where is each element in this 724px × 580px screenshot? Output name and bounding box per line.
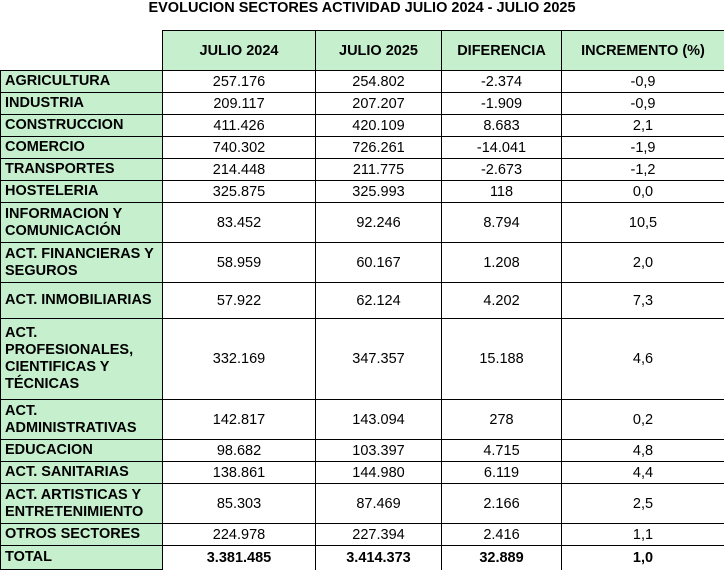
value-diferencia: 15.188 <box>442 319 562 400</box>
value-2024: 257.176 <box>163 71 316 93</box>
value-incremento: 4,8 <box>562 440 724 462</box>
value-diferencia: 8.683 <box>442 115 562 137</box>
header-blank-cell <box>1 31 163 71</box>
value-diferencia: 4.202 <box>442 283 562 319</box>
table-row <box>1 283 724 319</box>
sector-label: ACT. PROFESIONALES, CIENTIFICAS Y TÉCNICAS <box>1 319 163 400</box>
table-row <box>1 524 724 546</box>
value-incremento: 10,5 <box>562 203 724 243</box>
value-2024: 85.303 <box>163 484 316 524</box>
value-diferencia: 278 <box>442 400 562 440</box>
value-2024: 83.452 <box>163 203 316 243</box>
header-incremento: INCREMENTO (%) <box>562 31 724 71</box>
table-row <box>1 137 724 159</box>
table-row <box>1 400 724 440</box>
value-2024: 740.302 <box>163 137 316 159</box>
value-2024: 325.875 <box>163 181 316 203</box>
value-diferencia: -14.041 <box>442 137 562 159</box>
value-2024: 98.682 <box>163 440 316 462</box>
value-diferencia: 118 <box>442 181 562 203</box>
value-2024: 58.959 <box>163 243 316 283</box>
value-2025: 726.261 <box>316 137 442 159</box>
table-row <box>1 181 724 203</box>
value-diferencia: -1.909 <box>442 93 562 115</box>
value-2025: 325.993 <box>316 181 442 203</box>
total-label: TOTAL <box>1 546 163 570</box>
sector-label: OTROS SECTORES <box>1 524 163 546</box>
value-incremento: 4,6 <box>562 319 724 400</box>
total-2024: 3.381.485 <box>163 546 316 570</box>
sector-label: ACT. INMOBILIARIAS <box>1 283 163 319</box>
header-julio-2024: JULIO 2024 <box>163 31 316 71</box>
value-2025: 60.167 <box>316 243 442 283</box>
sector-label: ACT. ARTISTICAS Y ENTRETENIMIENTO <box>1 484 163 524</box>
value-incremento: 2,0 <box>562 243 724 283</box>
value-diferencia: 8.794 <box>442 203 562 243</box>
table-row <box>1 462 724 484</box>
sector-label: ACT. SANITARIAS <box>1 462 163 484</box>
value-incremento: 0,0 <box>562 181 724 203</box>
sector-label: ACT. ADMINISTRATIVAS <box>1 400 163 440</box>
sector-label: INDUSTRIA <box>1 93 163 115</box>
value-diferencia: -2.673 <box>442 159 562 181</box>
header-diferencia: DIFERENCIA <box>442 31 562 71</box>
sector-label: AGRICULTURA <box>1 71 163 93</box>
value-diferencia: 4.715 <box>442 440 562 462</box>
total-row <box>1 546 724 570</box>
table-row <box>1 319 724 400</box>
value-diferencia: -2.374 <box>442 71 562 93</box>
value-incremento: 7,3 <box>562 283 724 319</box>
total-incremento: 1,0 <box>562 546 724 570</box>
total-2025: 3.414.373 <box>316 546 442 570</box>
value-incremento: -0,9 <box>562 93 724 115</box>
sector-label: COMERCIO <box>1 137 163 159</box>
value-2024: 332.169 <box>163 319 316 400</box>
value-2024: 411.426 <box>163 115 316 137</box>
value-diferencia: 2.166 <box>442 484 562 524</box>
value-2024: 224.978 <box>163 524 316 546</box>
value-incremento: 1,1 <box>562 524 724 546</box>
value-2025: 92.246 <box>316 203 442 243</box>
header-julio-2025: JULIO 2025 <box>316 31 442 71</box>
value-incremento: -0,9 <box>562 71 724 93</box>
value-incremento: 4,4 <box>562 462 724 484</box>
value-diferencia: 2.416 <box>442 524 562 546</box>
value-diferencia: 6.119 <box>442 462 562 484</box>
value-2025: 254.802 <box>316 71 442 93</box>
value-2025: 103.397 <box>316 440 442 462</box>
table-row <box>1 159 724 181</box>
table-title: EVOLUCION SECTORES ACTIVIDAD JULIO 2024 - JULIO 2025 <box>148 0 576 16</box>
value-2025: 227.394 <box>316 524 442 546</box>
sector-label: CONSTRUCCION <box>1 115 163 137</box>
value-2025: 143.094 <box>316 400 442 440</box>
value-incremento: 0,2 <box>562 400 724 440</box>
sector-label: EDUCACION <box>1 440 163 462</box>
table-row <box>1 203 724 243</box>
value-2025: 211.775 <box>316 159 442 181</box>
sector-label: TRANSPORTES <box>1 159 163 181</box>
value-2024: 209.117 <box>163 93 316 115</box>
sectors-table <box>0 30 724 570</box>
table-row <box>1 71 724 93</box>
value-incremento: -1,9 <box>562 137 724 159</box>
value-2024: 138.861 <box>163 462 316 484</box>
value-2025: 144.980 <box>316 462 442 484</box>
value-2025: 420.109 <box>316 115 442 137</box>
total-diferencia: 32.889 <box>442 546 562 570</box>
table-row <box>1 484 724 524</box>
value-incremento: -1,2 <box>562 159 724 181</box>
value-2025: 62.124 <box>316 283 442 319</box>
value-2025: 207.207 <box>316 93 442 115</box>
value-incremento: 2,5 <box>562 484 724 524</box>
value-diferencia: 1.208 <box>442 243 562 283</box>
header-row <box>1 31 724 71</box>
sector-label: HOSTELERIA <box>1 181 163 203</box>
table-row <box>1 243 724 283</box>
table-row <box>1 440 724 462</box>
value-2024: 57.922 <box>163 283 316 319</box>
sector-label: ACT. FINANCIERAS Y SEGUROS <box>1 243 163 283</box>
value-incremento: 2,1 <box>562 115 724 137</box>
table-row <box>1 115 724 137</box>
sector-label: INFORMACION Y COMUNICACIÓN <box>1 203 163 243</box>
value-2025: 347.357 <box>316 319 442 400</box>
value-2024: 142.817 <box>163 400 316 440</box>
value-2025: 87.469 <box>316 484 442 524</box>
value-2024: 214.448 <box>163 159 316 181</box>
table-row <box>1 93 724 115</box>
